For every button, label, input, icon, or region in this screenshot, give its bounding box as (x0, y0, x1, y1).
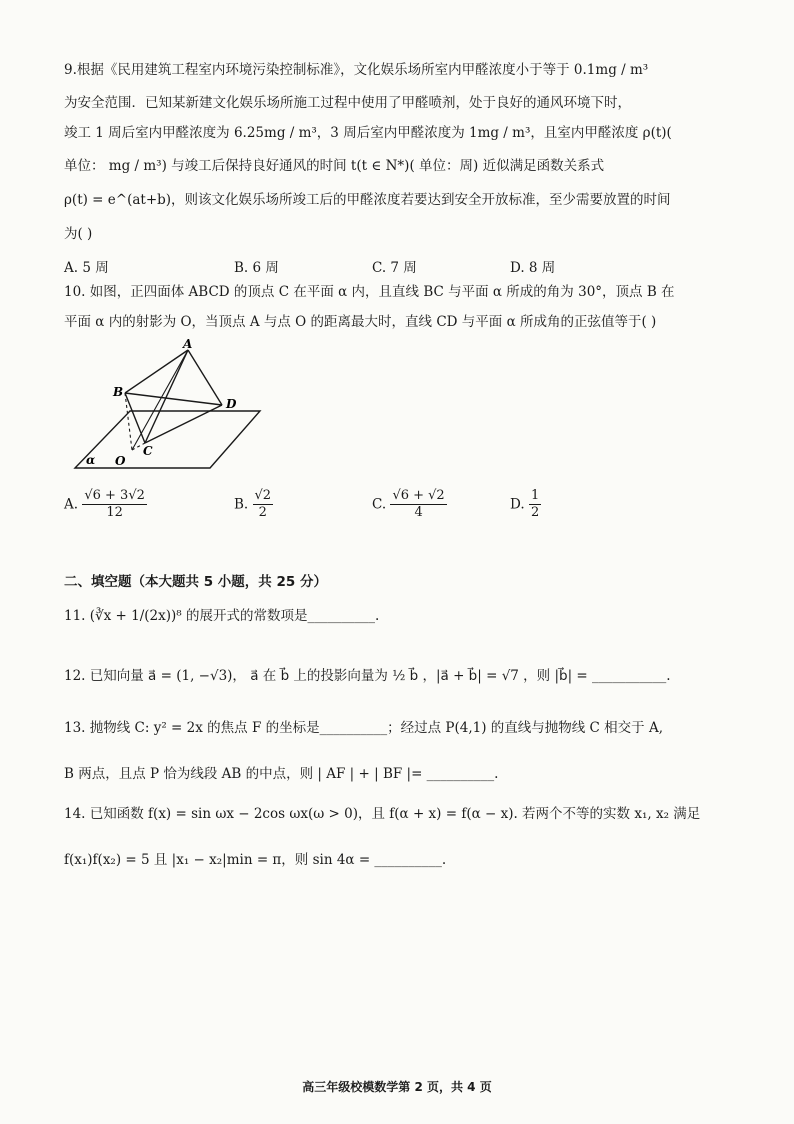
q9-line-3: 竣工 1 周后室内甲醛浓度为 6.25mg / m³，3 周后室内甲醛浓度为 1mg / m³，且室内甲醛浓度 ρ(t)( (64, 125, 672, 141)
q10-line-2: 平面 α 内的射影为 O，当顶点 A 与点 O 的距离最大时，直线 CD 与平面 α 所成角的正弦值等于( ) (64, 314, 657, 330)
plane-alpha (75, 411, 260, 468)
q10-option-b-fraction (253, 488, 274, 522)
q10-option-d (510, 488, 541, 522)
label-c: C (143, 444, 153, 458)
q10-option-d-den: 2 (530, 505, 540, 521)
q13-line-2: B 两点，且点 P 恰为线段 AB 的中点，则 | AF | + | BF |= __________. (64, 766, 499, 782)
q13-line-1: 13. 抛物线 C: y² = 2x 的焦点 F 的坐标是__________；经过点 P(4,1) 的直线与抛物线 C 相交于 A, (64, 720, 664, 736)
q11-line: 11. (∛x + 1/(2x))⁸ 的展开式的常数项是__________. (64, 608, 380, 624)
q10-option-a-label: A. (64, 496, 79, 513)
q12-line: 12. 已知向量 a⃗ = (1, −√3)， a⃗ 在 b⃗ 上的投影向量为 ½ b⃗ ，|a⃗ + b⃗| = √7 ，则 |b⃗| = ___________. (64, 668, 671, 684)
q10-option-c-fraction (390, 488, 446, 522)
label-alpha: α (86, 453, 96, 467)
q10-option-c-label: C. (372, 496, 387, 513)
q9-option-d: D. 8 周 (510, 260, 556, 276)
q9-line-2: 为安全范围．已知某新建文化娱乐场所施工过程中使用了甲醛喷剂，处于良好的通风环境下时， (64, 95, 631, 111)
q10-option-d-fraction (529, 488, 541, 522)
q10-option-b (234, 488, 273, 522)
page-footer: 高三年级校模数学第 2 页，共 4 页 (302, 1080, 492, 1094)
q10-option-a (64, 488, 147, 522)
label-d: D (226, 397, 237, 411)
q10-option-a-num: √6 + 3√2 (82, 488, 147, 505)
q14-line-1: 14. 已知函数 f(x) = sin ωx − 2cos ωx(ω > 0)，且 f(α + x) = f(α − x). 若两个不等的实数 x₁, x₂ 满足 (64, 806, 701, 822)
q10-option-a-fraction (82, 488, 147, 522)
q10-option-b-den: 2 (258, 505, 267, 521)
q10-option-c-den: 4 (414, 505, 423, 521)
q10-option-a-den: 12 (106, 505, 123, 521)
q14-line-2: f(x₁)f(x₂) = 5 且 |x₁ − x₂|min = π，则 sin 4α = __________. (64, 852, 447, 868)
q9-line-5: ρ(t) = e^(at+b)，则该文化娱乐场所竣工后的甲醛浓度若要达到安全开放标准，至少需要放置的时间 (64, 192, 671, 208)
q10-option-b-label: B. (234, 496, 249, 513)
label-b: B (113, 385, 124, 399)
tetrahedron-figure (70, 338, 270, 473)
label-o: O (115, 454, 126, 468)
q10-option-d-label: D. (510, 496, 525, 513)
q9-line-1: 9.根据《民用建筑工程室内环境污染控制标准》，文化娱乐场所室内甲醛浓度小于等于 0.1mg / m³ (64, 62, 649, 78)
q10-option-d-num: 1 (529, 488, 541, 505)
label-a: A (183, 338, 193, 351)
q9-line-4: 单位： mg / m³) 与竣工后保持良好通风的时间 t(t ∈ N*)( 单位：周) 近似满足函数关系式 (64, 158, 605, 174)
q10-option-b-num: √2 (253, 488, 274, 505)
q9-option-a: A. 5 周 (64, 260, 109, 276)
q10-option-c-num: √6 + √2 (390, 488, 446, 505)
q9-option-b: B. 6 周 (234, 260, 279, 276)
q9-option-c: C. 7 周 (372, 260, 417, 276)
q10-option-c (372, 488, 447, 522)
q10-line-1: 10. 如图，正四面体 ABCD 的顶点 C 在平面 α 内，且直线 BC 与平面 α 所成的角为 30°，顶点 B 在 (64, 284, 675, 300)
section-2-heading: 二、填空题（本大题共 5 小题，共 25 分） (64, 574, 327, 590)
q9-line-6: 为( ) (64, 226, 93, 242)
